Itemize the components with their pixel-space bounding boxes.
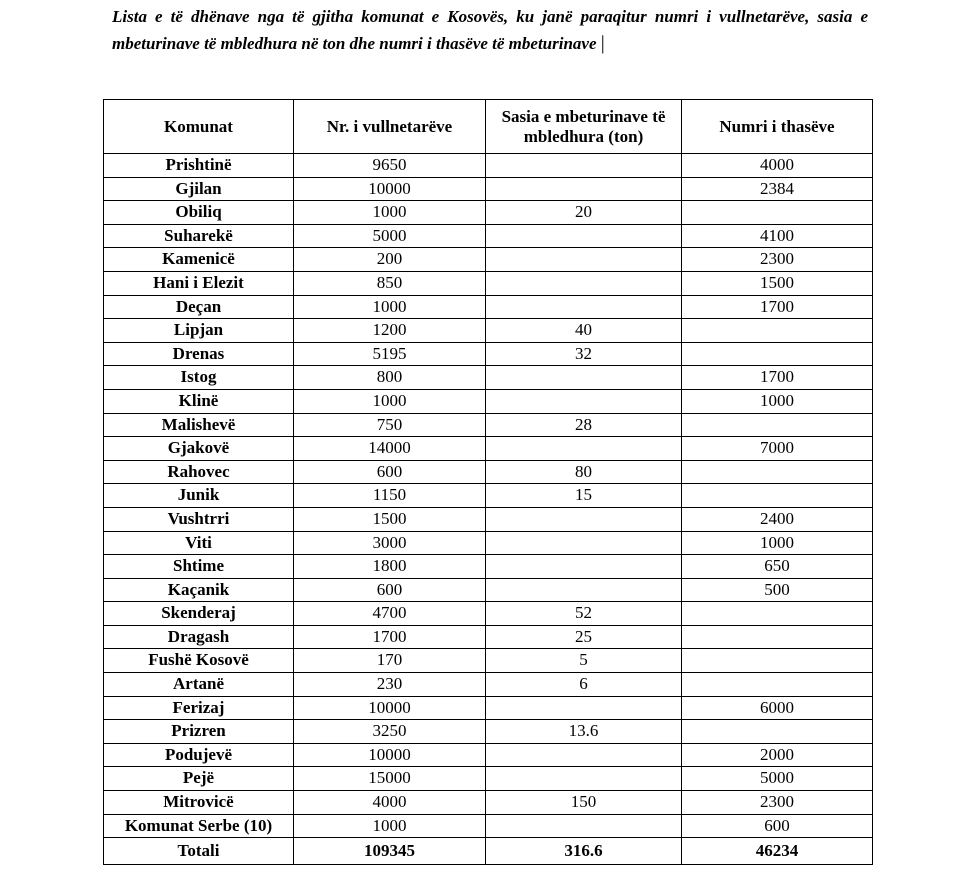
cell-bags: 4000 [682,154,873,178]
cell-municipality: Skenderaj [104,602,294,626]
cell-bags: 2300 [682,248,873,272]
cell-waste-tons [486,248,682,272]
cell-volunteers: 1000 [294,201,486,225]
cell-municipality: Hani i Elezit [104,271,294,295]
cell-municipality: Vushtrri [104,507,294,531]
table-row [104,814,873,838]
caption-text: Lista e të dhënave nga të gjitha komunat e Kosovës, ku janë paraqitur numri i vullnetarëve, sasia e mbeturinave të mbledhura në ton dhe numri i thasëve të mbeturinave [112,7,868,53]
total-row [104,838,873,865]
cell-waste-tons [486,271,682,295]
table-row [104,649,873,673]
cell-waste-tons [486,366,682,390]
cell-bags [682,413,873,437]
cell-waste-tons: 40 [486,319,682,343]
cell-bags: 4100 [682,224,873,248]
cell-municipality: Pejë [104,767,294,791]
cell-volunteers: 4700 [294,602,486,626]
cell-bags: 650 [682,555,873,579]
table-row [104,201,873,225]
cell-municipality: Suharekë [104,224,294,248]
cell-municipality: Gjilan [104,177,294,201]
cell-waste-tons: 150 [486,791,682,815]
cell-volunteers: 10000 [294,177,486,201]
cell-municipality: Podujevë [104,743,294,767]
table-row [104,696,873,720]
table-caption [112,4,868,57]
cell-municipality: Obiliq [104,201,294,225]
cell-bags: 2300 [682,791,873,815]
cell-volunteers: 5000 [294,224,486,248]
table-row [104,743,873,767]
table-row [104,767,873,791]
cell-waste-tons [486,224,682,248]
cell-volunteers: 200 [294,248,486,272]
cell-waste-tons: 5 [486,649,682,673]
table-row [104,625,873,649]
cell-municipality: Lipjan [104,319,294,343]
cell-volunteers: 1800 [294,555,486,579]
cell-bags: 5000 [682,767,873,791]
table-row [104,555,873,579]
cell-municipality: Kaçanik [104,578,294,602]
cell-municipality: Deçan [104,295,294,319]
cell-waste-tons [486,814,682,838]
table-row [104,271,873,295]
cell-bags: 2000 [682,743,873,767]
total-label: Totali [104,838,294,865]
cell-bags: 500 [682,578,873,602]
cell-waste-tons: 32 [486,342,682,366]
cell-volunteers: 1000 [294,295,486,319]
table-row [104,389,873,413]
cell-municipality: Prizren [104,720,294,744]
cell-bags [682,319,873,343]
cell-municipality: Viti [104,531,294,555]
cell-waste-tons [486,154,682,178]
cell-bags: 1500 [682,271,873,295]
table-row [104,791,873,815]
table-row [104,248,873,272]
cell-municipality: Dragash [104,625,294,649]
cell-volunteers: 1500 [294,507,486,531]
cell-municipality: Klinë [104,389,294,413]
cell-bags [682,649,873,673]
cell-bags: 1000 [682,389,873,413]
cell-waste-tons: 15 [486,484,682,508]
cell-waste-tons [486,389,682,413]
cell-waste-tons [486,555,682,579]
cell-municipality: Rahovec [104,460,294,484]
cell-bags [682,460,873,484]
cell-volunteers: 170 [294,649,486,673]
cell-waste-tons [486,743,682,767]
table-row [104,673,873,697]
cell-municipality: Ferizaj [104,696,294,720]
cell-bags: 600 [682,814,873,838]
table-row [104,602,873,626]
table-row [104,342,873,366]
table-row [104,484,873,508]
table-row [104,177,873,201]
text-cursor: | [600,32,605,54]
cell-volunteers: 1150 [294,484,486,508]
cell-bags: 1700 [682,295,873,319]
cell-waste-tons: 52 [486,602,682,626]
header-waste-tons: Sasia e mbeturinave të mbledhura (ton) [486,100,682,154]
header-bags: Numri i thasëve [682,100,873,154]
cell-volunteers: 10000 [294,696,486,720]
cell-waste-tons: 20 [486,201,682,225]
cell-waste-tons: 25 [486,625,682,649]
table-row [104,460,873,484]
cell-bags [682,342,873,366]
header-municipality: Komunat [104,100,294,154]
cell-volunteers: 800 [294,366,486,390]
cell-municipality: Istog [104,366,294,390]
cell-municipality: Malishevë [104,413,294,437]
cell-waste-tons [486,578,682,602]
cell-bags: 1700 [682,366,873,390]
cell-volunteers: 230 [294,673,486,697]
header-volunteers: Nr. i vullnetarëve [294,100,486,154]
table-row [104,437,873,461]
cell-bags: 1000 [682,531,873,555]
cell-waste-tons [486,177,682,201]
cell-bags: 7000 [682,437,873,461]
municipality-data-table [103,99,873,865]
cell-waste-tons [486,531,682,555]
table-row [104,507,873,531]
cell-volunteers: 1700 [294,625,486,649]
cell-bags [682,484,873,508]
cell-municipality: Drenas [104,342,294,366]
table-row [104,154,873,178]
cell-municipality: Shtime [104,555,294,579]
cell-volunteers: 9650 [294,154,486,178]
cell-municipality: Artanë [104,673,294,697]
cell-volunteers: 850 [294,271,486,295]
cell-waste-tons: 28 [486,413,682,437]
total-waste-tons: 316.6 [486,838,682,865]
cell-municipality: Junik [104,484,294,508]
cell-volunteers: 600 [294,460,486,484]
cell-municipality: Prishtinë [104,154,294,178]
cell-waste-tons: 6 [486,673,682,697]
cell-waste-tons [486,767,682,791]
table-row [104,224,873,248]
table-row [104,295,873,319]
table-row [104,720,873,744]
cell-volunteers: 750 [294,413,486,437]
table-row [104,319,873,343]
cell-bags: 6000 [682,696,873,720]
cell-waste-tons [486,696,682,720]
cell-volunteers: 1200 [294,319,486,343]
cell-volunteers: 5195 [294,342,486,366]
cell-volunteers: 1000 [294,814,486,838]
cell-volunteers: 10000 [294,743,486,767]
cell-volunteers: 15000 [294,767,486,791]
cell-waste-tons [486,507,682,531]
cell-bags [682,673,873,697]
cell-volunteers: 1000 [294,389,486,413]
cell-bags: 2384 [682,177,873,201]
cell-bags [682,625,873,649]
cell-waste-tons [486,437,682,461]
cell-bags [682,602,873,626]
cell-waste-tons [486,295,682,319]
cell-bags: 2400 [682,507,873,531]
cell-volunteers: 3250 [294,720,486,744]
cell-municipality: Komunat Serbe (10) [104,814,294,838]
total-volunteers: 109345 [294,838,486,865]
cell-volunteers: 600 [294,578,486,602]
table-row [104,366,873,390]
cell-bags [682,720,873,744]
cell-municipality: Fushë Kosovë [104,649,294,673]
cell-municipality: Mitrovicë [104,791,294,815]
table-row [104,413,873,437]
cell-waste-tons: 13.6 [486,720,682,744]
cell-municipality: Kamenicë [104,248,294,272]
cell-volunteers: 3000 [294,531,486,555]
cell-volunteers: 14000 [294,437,486,461]
cell-waste-tons: 80 [486,460,682,484]
total-bags: 46234 [682,838,873,865]
table-header-row [104,100,873,154]
table-row [104,578,873,602]
cell-bags [682,201,873,225]
cell-municipality: Gjakovë [104,437,294,461]
cell-volunteers: 4000 [294,791,486,815]
table-row [104,531,873,555]
